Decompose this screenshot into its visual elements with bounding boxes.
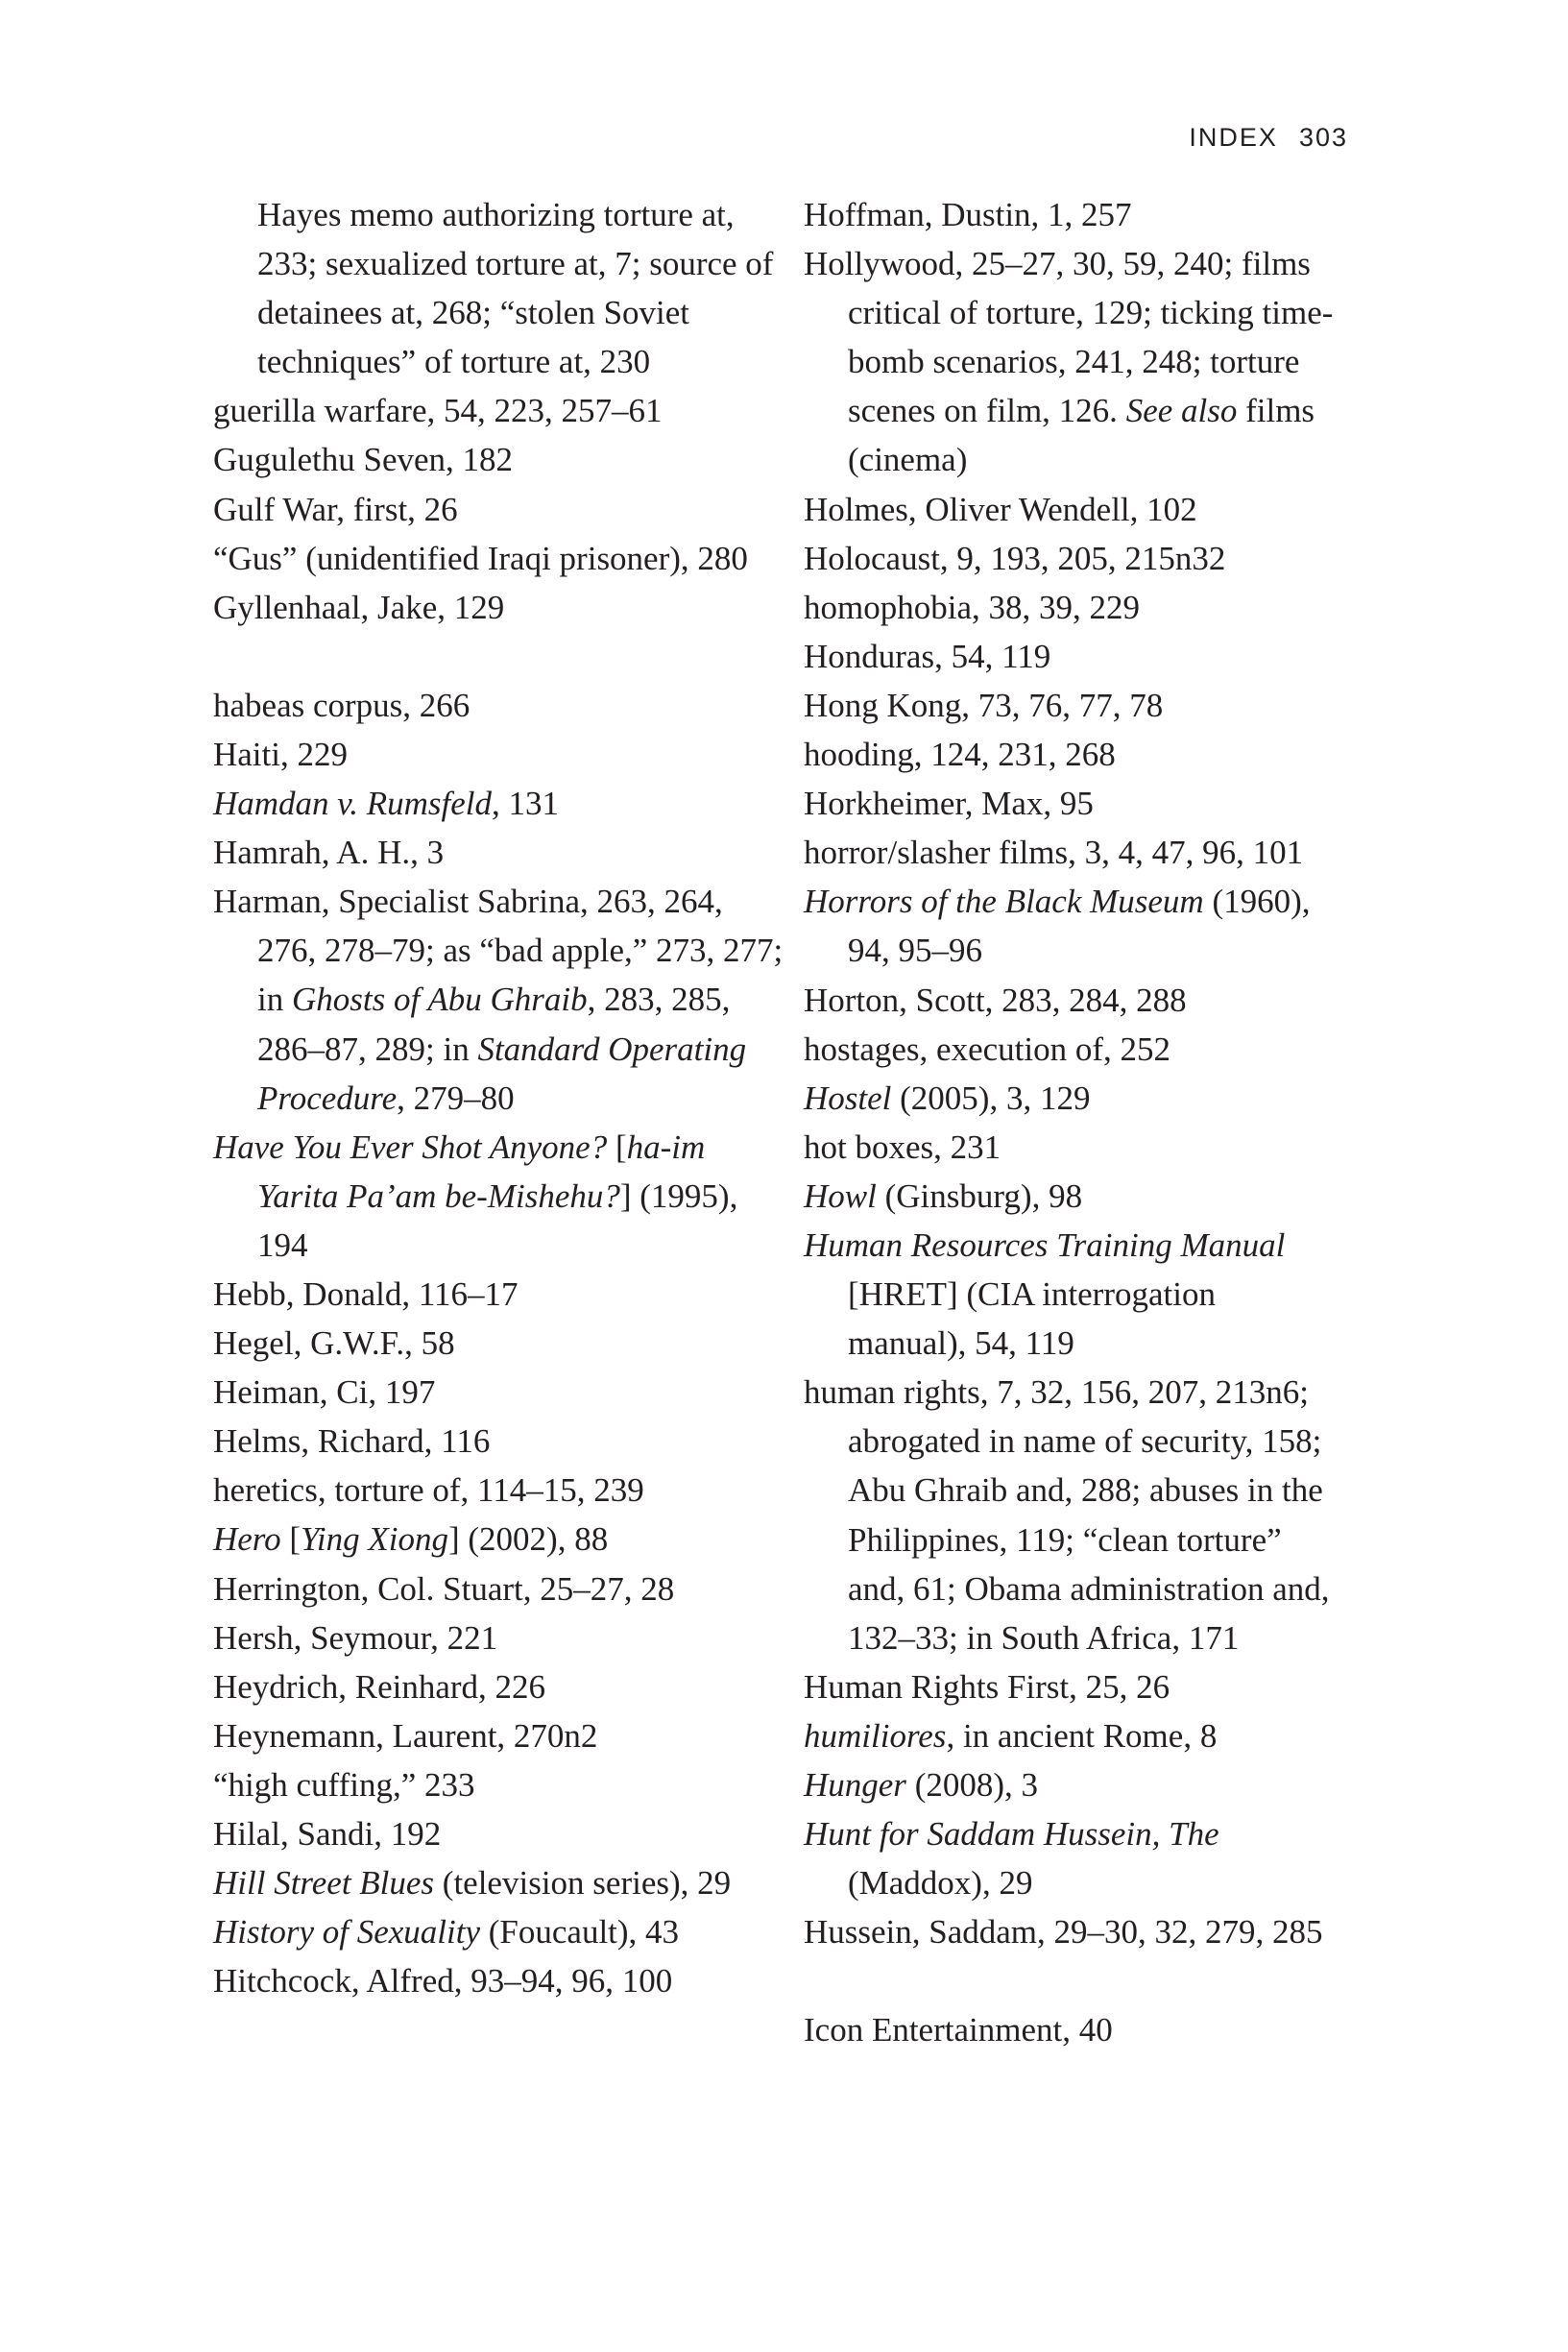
italic-title: Howl <box>804 1176 877 1215</box>
entry-text: Human Rights First, 25, 26 <box>804 1667 1170 1706</box>
entry-text: horror/slasher films, 3, 4, 47, 96, 101 <box>804 834 1304 872</box>
index-entry <box>804 1172 1341 1221</box>
section-title: INDEX <box>1189 123 1278 152</box>
index-entry <box>804 1662 1341 1711</box>
index-entry <box>213 1956 789 2005</box>
italic-title: Hero <box>213 1520 281 1559</box>
letter-group-gap <box>213 632 789 681</box>
entry-text: Gulf War, first, 26 <box>213 490 458 528</box>
entry-text: “high cuffing,” 233 <box>213 1765 475 1804</box>
entry-text: films (cinema) <box>848 392 1315 479</box>
entry-text: Hoffman, Dustin, 1, 257 <box>804 196 1132 233</box>
index-entry <box>804 2005 1341 2054</box>
entry-text: Holocaust, 9, 193, 205, 215n32 <box>804 539 1226 577</box>
index-entry <box>804 681 1341 730</box>
running-header <box>1189 123 1348 153</box>
italic-title: Have You Ever Shot Anyone? <box>213 1128 608 1166</box>
index-entry <box>213 485 789 534</box>
entry-text: heretics, torture of, 114–15, 239 <box>213 1471 644 1510</box>
index-entry <box>804 976 1341 1025</box>
entry-text: Gyllenhaal, Jake, 129 <box>213 588 505 626</box>
entry-text: Horton, Scott, 283, 284, 288 <box>804 981 1187 1019</box>
letter-group-gap <box>804 1956 1341 2005</box>
italic-title: Hamdan v. Rumsfeld <box>213 785 492 823</box>
entry-text: ] (2002), 88 <box>448 1520 609 1559</box>
entry-text: Heiman, Ci, 197 <box>213 1373 436 1412</box>
index-entry <box>804 1123 1341 1172</box>
index-entry <box>213 877 789 1122</box>
entry-text: [HRET] (CIA interrogation manual), 54, 119 <box>848 1275 1216 1363</box>
entry-text: [ <box>607 1128 627 1166</box>
index-entry <box>804 828 1341 877</box>
index-entry <box>213 1417 789 1466</box>
index-entry <box>804 730 1341 779</box>
entry-text: Hollywood, 25–27, 30, 59, 240; films critical of torture, 129; ticking time-bomb scenarios, 241, 248; torture scenes on film, 126. <box>804 245 1334 430</box>
page-number: 303 <box>1298 123 1348 152</box>
index-entry <box>804 1711 1341 1760</box>
index-entry <box>804 1074 1341 1123</box>
entry-text: habeas corpus, 266 <box>213 686 470 724</box>
entry-text: Harman, Specialist Sabrina, 263, 264, 276, 278–79; as “bad apple,” 273, 277; in <box>213 883 784 1019</box>
entry-text: Helms, Richard, 116 <box>213 1422 491 1461</box>
entry-text: Haiti, 229 <box>213 735 348 773</box>
entry-text: (television series), 29 <box>434 1864 732 1903</box>
entry-text: Hamrah, A. H., 3 <box>213 834 445 872</box>
entry-text: (2008), 3 <box>905 1766 1038 1804</box>
italic-title: Hill Street Blues <box>213 1864 435 1903</box>
entry-text: Horkheimer, Max, 95 <box>804 785 1094 823</box>
entry-text: human rights, 7, 32, 156, 207, 213n6; abrogated in name of security, 158; Abu Ghraib and, 288; abuses in the Philippines, 119; “clean torture” and, 61; Obama administration and, 132–33; in South Africa, 171 <box>804 1373 1330 1657</box>
index-entry <box>213 828 789 877</box>
entry-text: Hong Kong, 73, 76, 77, 78 <box>804 686 1164 724</box>
index-entry-continuation <box>213 190 789 386</box>
index-entry <box>213 1515 789 1564</box>
italic-title: Hunt for Saddam Hussein, The <box>804 1815 1219 1854</box>
entry-text: hostages, execution of, 252 <box>804 1030 1170 1068</box>
index-entry <box>804 877 1341 975</box>
entry-text: Honduras, 54, 119 <box>804 637 1051 675</box>
index-column-right <box>804 190 1341 2054</box>
entry-text: (2005), 3, 129 <box>891 1079 1091 1117</box>
entry-text: Hebb, Donald, 116–17 <box>213 1274 519 1313</box>
index-entry <box>213 1613 789 1662</box>
entry-text: hooding, 124, 231, 268 <box>804 736 1116 774</box>
entry-text: guerilla warfare, 54, 223, 257–61 <box>213 392 663 430</box>
entry-text: ] (1995), 194 <box>257 1176 738 1264</box>
italic-title: Human Resources Training Manual <box>804 1225 1286 1264</box>
entry-text: Hegel, G.W.F., 58 <box>213 1324 455 1363</box>
index-entry <box>213 1907 789 1956</box>
index-entry <box>804 1221 1341 1368</box>
entry-text: hot boxes, 231 <box>804 1128 1001 1166</box>
entry-text: Heynemann, Laurent, 270n2 <box>213 1716 598 1755</box>
index-entry <box>213 1858 789 1907</box>
entry-text: Hussein, Saddam, 29–30, 32, 279, 285 <box>804 1913 1323 1952</box>
index-entry <box>804 1809 1341 1907</box>
index-entry <box>213 583 789 632</box>
index-entry <box>804 1025 1341 1074</box>
entry-text: Hayes memo authorizing torture at, 233; sexualized torture at, 7; source of detainees at, 268; “stolen Soviet techniques” of torture at, 230 <box>257 196 774 381</box>
index-entry <box>213 534 789 583</box>
index-entry <box>804 239 1341 484</box>
italic-title: ha-im Yarita Pa’am be-Mishehu? <box>257 1128 706 1215</box>
entry-text: [ <box>280 1520 302 1559</box>
index-entry <box>804 632 1341 681</box>
italic-title: humiliores <box>804 1716 947 1755</box>
italic-title: Hostel <box>804 1079 892 1117</box>
italic-title: History of Sexuality <box>213 1913 481 1952</box>
entry-text: Gugulethu Seven, 182 <box>213 441 514 479</box>
entry-text: “Gus” (unidentified Iraqi prisoner), 280 <box>213 539 748 577</box>
index-entry <box>213 681 789 730</box>
entry-text: Hitchcock, Alfred, 93–94, 96, 100 <box>213 1962 673 2000</box>
entry-text: Heydrich, Reinhard, 226 <box>213 1667 546 1706</box>
index-entry <box>213 1270 789 1319</box>
entry-text: (1960), 94, 95–96 <box>848 883 1311 970</box>
index-entry <box>213 1319 789 1368</box>
italic-title: Ying Xiong <box>301 1520 448 1559</box>
index-entry <box>213 1760 789 1809</box>
index-entry <box>213 1368 789 1417</box>
italic-title: Standard Operating Procedure <box>257 1030 747 1117</box>
italic-title: See also <box>1125 392 1238 430</box>
entry-text: Hersh, Seymour, 221 <box>213 1618 498 1657</box>
index-entry <box>213 779 789 828</box>
index-entry <box>213 1466 789 1515</box>
index-entry <box>213 1711 789 1760</box>
entry-text: , 283, 285, 286–87, 289; in <box>257 981 731 1068</box>
index-entry <box>213 730 789 779</box>
index-entry <box>804 534 1341 583</box>
index-entry <box>804 485 1341 534</box>
index-entry <box>213 435 789 484</box>
index-entry <box>804 583 1341 632</box>
index-entry <box>213 1564 789 1613</box>
index-entry <box>213 386 789 435</box>
entry-text: , 131 <box>492 785 559 823</box>
entry-text: (Maddox), 29 <box>848 1864 1033 1903</box>
entry-text: (Ginsburg), 98 <box>876 1176 1083 1215</box>
index-entry <box>804 779 1341 828</box>
entry-text: , 279–80 <box>397 1079 515 1117</box>
index-entry <box>213 1662 789 1711</box>
entry-text: , in ancient Rome, 8 <box>946 1716 1218 1755</box>
entry-text: Hilal, Sandi, 192 <box>213 1815 442 1853</box>
entry-text: Herrington, Col. Stuart, 25–27, 28 <box>213 1569 675 1608</box>
index-entry <box>804 190 1341 239</box>
italic-title: Hunger <box>804 1766 906 1804</box>
index-entry <box>804 1907 1341 1956</box>
entry-text: Icon Entertainment, 40 <box>804 2011 1113 2049</box>
entry-text: (Foucault), 43 <box>480 1913 680 1952</box>
entry-text: Holmes, Oliver Wendell, 102 <box>804 490 1197 528</box>
index-entry <box>804 1368 1341 1662</box>
index-entry <box>213 1809 789 1858</box>
entry-text: homophobia, 38, 39, 229 <box>804 588 1140 626</box>
index-column-left <box>213 190 789 2005</box>
italic-title: Horrors of the Black Museum <box>804 883 1204 921</box>
italic-title: Ghosts of Abu Ghraib <box>291 981 588 1019</box>
index-entry <box>213 1123 789 1270</box>
index-entry <box>804 1760 1341 1809</box>
